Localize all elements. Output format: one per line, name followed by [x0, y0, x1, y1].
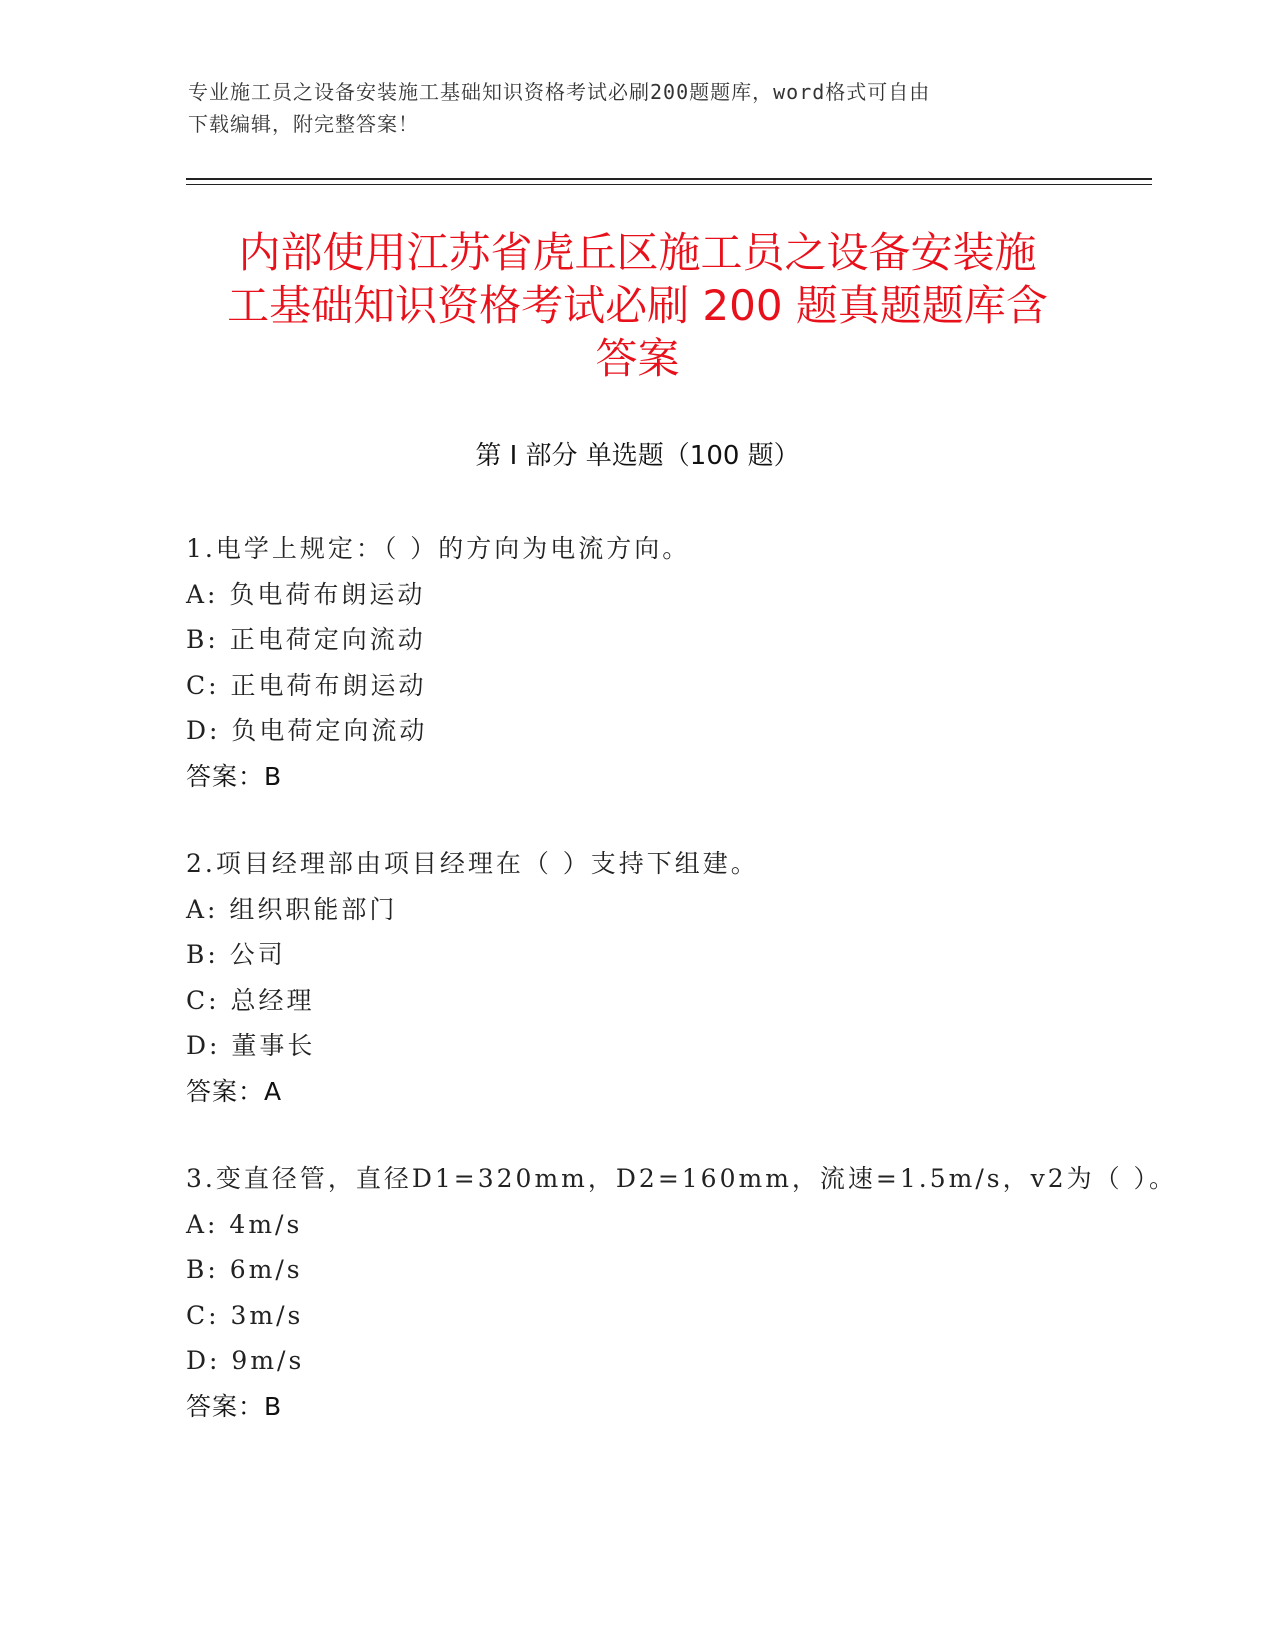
option-a: A: 4m/s	[186, 1209, 303, 1239]
option-c: C: 总经理	[186, 985, 315, 1015]
option-c: C: 正电荷布朗运动	[186, 670, 427, 700]
option-a: A: 负电荷布朗运动	[186, 579, 426, 609]
option-d: D: 董事长	[186, 1031, 316, 1060]
option-c: C: 3m/s	[186, 1300, 304, 1330]
section-heading: 第 I 部分 单选题（100 题）	[475, 441, 800, 471]
question-3	[186, 1156, 1178, 1429]
option-d: D: 9m/s	[186, 1346, 305, 1375]
answer-line: 答案：A	[186, 1076, 283, 1106]
question-stem: 3.变直径管，直径D1=320mm，D2=160mm，流速=1.5m/s，v2为（ ）。	[186, 1164, 1178, 1193]
header-note-line-2: 下载编辑，附完整答案！	[188, 112, 419, 136]
option-b: B: 正电荷定向流动	[186, 625, 426, 654]
question-stem: 1.电学上规定：（ ）的方向为电流方向。	[186, 534, 691, 563]
question-stem: 2.项目经理部由项目经理在（ ）支持下组建。	[186, 849, 759, 878]
option-a: A: 组织职能部门	[186, 894, 398, 924]
header-divider-thin	[186, 184, 1152, 185]
answer-line: 答案：B	[186, 1391, 283, 1421]
option-b: B: 公司	[186, 940, 286, 969]
document-title-line-2: 工基础知识资格考试必刷 200 题真题题库含	[227, 281, 1048, 330]
header-divider-thick	[186, 178, 1152, 180]
header-note	[188, 76, 1088, 140]
question-2	[186, 841, 1136, 1114]
document-title-line-3: 答案	[595, 334, 680, 383]
question-list	[186, 526, 1178, 1471]
question-1	[186, 526, 1136, 799]
document-title-line-1: 内部使用江苏省虎丘区施工员之设备安装施	[238, 228, 1037, 277]
header-note-line-1: 专业施工员之设备安装施工基础知识资格考试必刷200题题库，word格式可自由	[188, 80, 931, 104]
option-d: D: 负电荷定向流动	[186, 716, 428, 745]
answer-line: 答案：B	[186, 761, 283, 791]
document-title	[160, 226, 1115, 385]
option-b: B: 6m/s	[186, 1255, 303, 1284]
